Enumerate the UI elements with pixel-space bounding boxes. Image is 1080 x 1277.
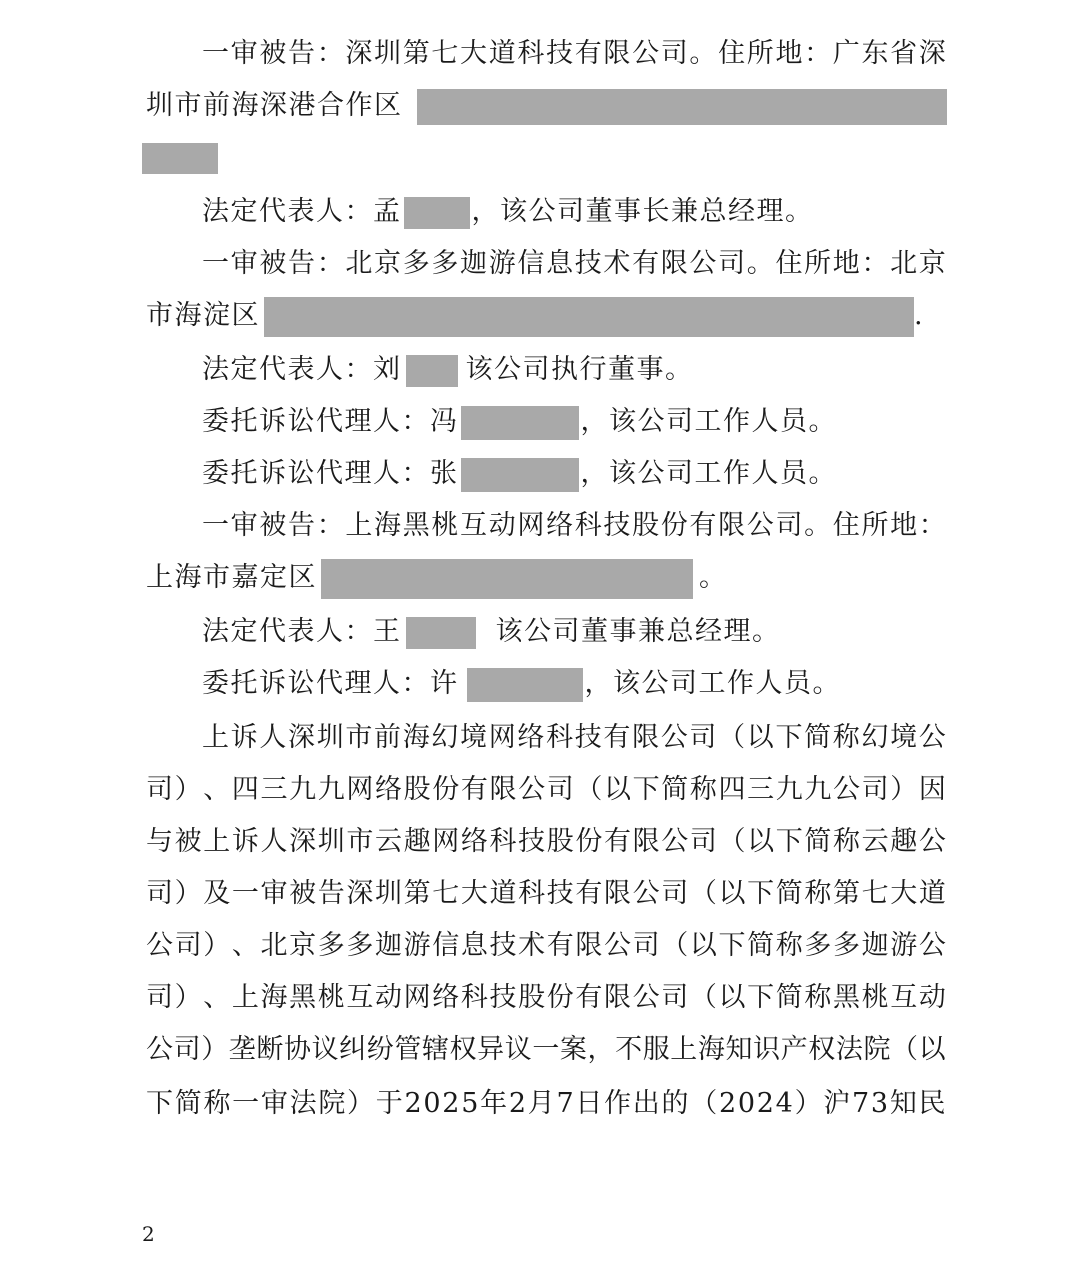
redaction-block xyxy=(406,355,458,387)
defendant-3-line-1: 一 审 被 告 ： 上 海 黑 桃 互 动 网 络 科 技 股 份 有 限 公 司 。 住 所 地 ： xyxy=(202,510,946,541)
redaction-block xyxy=(321,559,693,599)
redaction-block xyxy=(406,617,476,649)
defendant-2-address-start: 市海淀区 xyxy=(146,300,260,331)
body-line-4: 司 ） 及 一 审 被 告 深 圳 第 七 大 道 科 技 有 限 公 司 （ 以 下 简 称 第 七 大 道 xyxy=(146,878,946,909)
legal-rep-suffix: 该公司董事兼总经理。 xyxy=(495,616,781,647)
legal-rep-prefix: 法定代表人：王 xyxy=(202,616,402,647)
defendant-2-agent-1 xyxy=(202,396,946,448)
agent-suffix: ，该公司工作人员。 xyxy=(580,406,837,437)
defendant-1-line-1: 一 审 被 告 ： 深 圳 第 七 大 道 科 技 有 限 公 司 。 住 所 地 ： 广 东 省 深 xyxy=(202,38,946,69)
defendant-3-agent xyxy=(202,658,946,710)
defendant-2-line-2 xyxy=(146,290,946,342)
legal-rep-prefix: 法定代表人：刘 xyxy=(202,354,402,385)
defendant-3-legal-rep xyxy=(202,606,946,658)
agent-suffix: ，该公司工作人员。 xyxy=(580,458,837,489)
body-line-7: 公 司 ） 垄 断 协 议 纠 纷 管 辖 权 异 议 一 案 ， 不 服 上 海 知 识 产 权 法 院 （ 以 xyxy=(146,1034,946,1065)
legal-rep-suffix: 该公司执行董事。 xyxy=(465,354,694,385)
redaction-block xyxy=(461,406,579,440)
body-line-2: 司 ） 、 四 三 九 九 网 络 股 份 有 限 公 司 （ 以 下 简 称 四 三 九 九 公 司 ） 因 xyxy=(146,774,946,805)
redaction-block xyxy=(142,143,218,174)
body-line-1: 上 诉 人 深 圳 市 前 海 幻 境 网 络 科 技 有 限 公 司 （ 以 下 简 称 幻 境 公 xyxy=(202,722,946,753)
redaction-block xyxy=(467,668,583,702)
legal-rep-prefix: 法定代表人：孟 xyxy=(202,196,402,227)
defendant-2-line-1: 一 审 被 告 ： 北 京 多 多 迦 游 信 息 技 术 有 限 公 司 。 住 所 地 ： 北 京 xyxy=(202,248,946,279)
agent-prefix: 委托诉讼代理人：许 xyxy=(202,668,459,699)
redaction-block xyxy=(461,458,579,492)
defendant-1-address-start: 圳市前海深港合作区 xyxy=(146,90,403,121)
agent-prefix: 委托诉讼代理人：冯 xyxy=(202,406,459,437)
body-line-5: 公 司 ） 、 北 京 多 多 迦 游 信 息 技 术 有 限 公 司 （ 以 下 简 称 多 多 迦 游 公 xyxy=(146,930,946,961)
defendant-3-address-start: 上海市嘉定区 xyxy=(146,562,317,593)
body-line-6: 司 ） 、 上 海 黑 桃 互 动 网 络 科 技 股 份 有 限 公 司 （ 以 下 简 称 黑 桃 互 动 xyxy=(146,982,946,1013)
defendant-3-line-2 xyxy=(146,552,946,604)
legal-rep-suffix: ，该公司董事长兼总经理。 xyxy=(471,196,814,227)
line-end-mark: . xyxy=(914,300,925,331)
defendant-2-legal-rep xyxy=(202,344,946,396)
redaction-block xyxy=(404,197,470,229)
body-line-8: 下 简 称 一 审 法 院 ） 于 2 0 2 5 年 2 月 7 日 作 出 的 （ 2 0 2 4 ） 沪 7 3 知 民 xyxy=(146,1088,946,1119)
defendant-2-agent-2 xyxy=(202,448,946,500)
page-number: 2 xyxy=(142,1222,155,1246)
body-line-3: 与 被 上 诉 人 深 圳 市 云 趣 网 络 科 技 股 份 有 限 公 司 （ 以 下 简 称 云 趣 公 xyxy=(146,826,946,857)
defendant-1-legal-rep xyxy=(202,186,946,238)
redaction-block xyxy=(264,297,914,337)
redaction-block xyxy=(417,89,947,125)
line-end-mark: 。 xyxy=(699,562,728,593)
agent-prefix: 委托诉讼代理人：张 xyxy=(202,458,459,489)
agent-suffix: ，该公司工作人员。 xyxy=(584,668,841,699)
